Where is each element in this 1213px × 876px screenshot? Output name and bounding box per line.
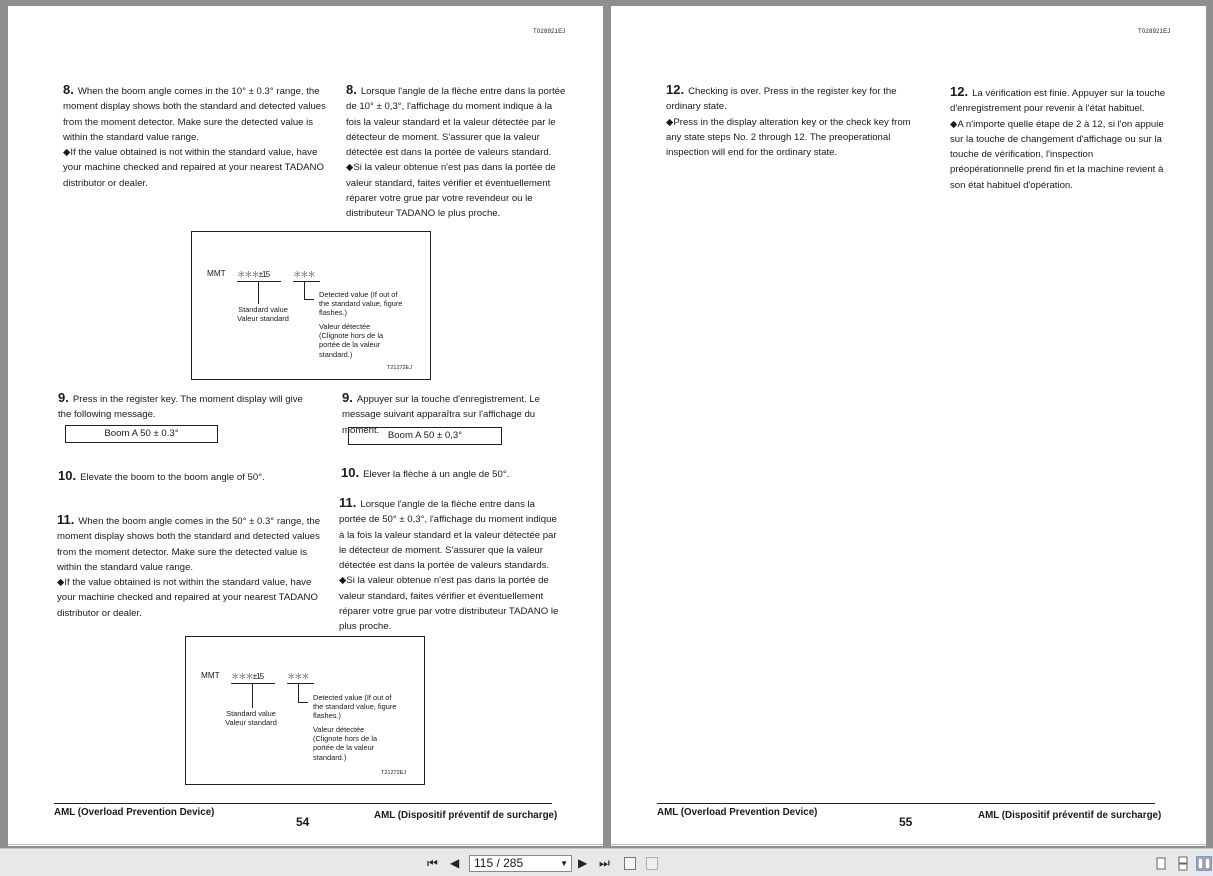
step-note: ◆Si la valeur obtenue n'est pas dans la portée de valeur standard, faites vérifier et éventuellement réparer votre grue par votre revendeur ou le distributeur TADANO le plus proche.	[346, 162, 556, 220]
standard-value-label: Standard value Valeur standard	[237, 305, 289, 324]
step-text: Elevate the boom to the boom angle of 50°.	[80, 472, 265, 483]
detected-leader-h	[304, 299, 314, 300]
step-8-en	[63, 82, 329, 191]
page-layout-icon[interactable]	[624, 857, 636, 870]
step-11-en	[57, 512, 323, 621]
mmt-label: MMT	[207, 269, 226, 278]
next-page-icon[interactable]: ▶	[578, 856, 588, 870]
step-9-en	[58, 390, 318, 423]
document-code: T028921EJ	[1138, 29, 1171, 35]
step-number: 9.	[58, 390, 69, 405]
moment-display-diagram-2	[185, 636, 425, 785]
boom-message-en: Boom A 50 ± 0.3°	[65, 425, 218, 443]
step-text: Appuyer sur la touche d'enregistrement. Le message suivant apparaîtra sur l'affichage du moment.	[342, 394, 540, 436]
page-layout-alt-icon[interactable]	[646, 857, 658, 870]
page-indicator: 115 / 285	[474, 856, 524, 870]
right-page	[611, 6, 1206, 846]
footer-title-en: AML (Overload Prevention Device)	[54, 807, 215, 818]
standard-leader	[258, 281, 259, 304]
step-10-fr	[341, 465, 561, 482]
last-page-icon[interactable]: ⏭	[599, 856, 610, 870]
page-bottom-edge	[611, 844, 1206, 845]
step-note: ◆If the value obtained is not within the standard value, have your machine checked and repaired at your nearest TADANO distributor or dealer.	[63, 147, 324, 189]
step-text: When the boom angle comes in the 50° ± 0.3° range, the moment display shows both the standard and detected values from the moment detector. Make sure the detected value is within the standard value range.	[57, 516, 321, 573]
standard-display: ＊＊＊±15	[237, 270, 270, 279]
navigation-toolbar	[0, 848, 1213, 876]
figure-code: T21272EJ	[381, 770, 407, 776]
standard-leader	[252, 683, 253, 708]
step-8-fr	[346, 82, 566, 222]
step-number: 9.	[342, 390, 353, 405]
step-text: When the boom angle comes in the 10° ± 0.3° range, the moment display shows both the standard and detected values from the moment detector. Make sure the detected value is within the standard value range.	[63, 86, 326, 143]
figure-code: T21272EJ	[387, 365, 413, 371]
page-number: 54	[296, 815, 310, 829]
detected-leader	[304, 281, 305, 299]
standard-display: ＊＊＊±15	[231, 672, 264, 681]
step-text: Lorsque l'angle de la flèche entre dans la portée de 10° ± 0,3°, l'affichage du moment indique à la fois la valeur standard et la valeur détectée par le détecteur de moment. S'assurer que la valeur détectée est dans la portée de valeurs standard.	[346, 86, 566, 159]
footer-title-en: AML (Overload Prevention Device)	[657, 807, 818, 818]
footer-title-fr: AML (Dispositif préventif de surcharge)	[374, 810, 558, 821]
step-note: ◆Press in the display alteration key or the check key from any state steps No. 2 through 12. The preoperational inspection will end for the ordinary state.	[666, 116, 911, 159]
footer-rule	[54, 803, 552, 804]
prev-page-icon[interactable]: ◀	[450, 856, 460, 870]
step-text: Checking is over. Press in the register key for the ordinary state.	[666, 86, 897, 113]
standard-underline	[237, 281, 281, 282]
standard-underline	[231, 683, 275, 684]
step-note: ◆If the value obtained is not within the standard value, have your machine checked and repaired at your nearest TADANO distributor or dealer.	[57, 577, 318, 619]
single-page-icon[interactable]	[1153, 856, 1169, 871]
two-page-icon[interactable]	[1196, 856, 1212, 871]
step-text: Elever la flèche à un angle de 50°.	[363, 469, 510, 480]
step-12-en	[666, 82, 926, 160]
moment-display-diagram	[191, 231, 431, 380]
step-number: 8.	[346, 82, 357, 97]
step-number: 10.	[341, 465, 360, 480]
first-page-icon[interactable]: ⏮	[427, 856, 438, 870]
detected-leader	[298, 683, 299, 702]
document-code: T028921EJ	[533, 29, 566, 35]
step-text: Press in the register key. The moment display will give the following message.	[58, 394, 303, 421]
detected-display: ＊＊＊	[287, 672, 309, 681]
page-number-field[interactable]	[469, 855, 572, 872]
detected-underline	[293, 281, 320, 282]
step-10-en	[58, 468, 318, 485]
detected-underline	[287, 683, 314, 684]
footer-rule	[657, 803, 1155, 804]
step-note: ◆A n'importe quelle étape de 2 à 12, si l'on appuie sur la touche de changement d'affichage ou sur la touche de vérification, l'inspection préopérationnelle prend fin et la machine revient à son état habituel d'opération.	[950, 118, 1164, 191]
step-number: 11.	[339, 495, 357, 510]
step-number: 12.	[950, 84, 969, 99]
detected-leader-h	[298, 702, 308, 703]
step-text: Lorsque l'angle de la flèche entre dans la portée de 50° ± 0,3°, l'affichage du moment indique à la fois la valeur standard et la valeur détectée par le détecteur de moment. S'assurer que la valeur détectée est dans la portée de valeurs standards.	[339, 499, 557, 572]
boom-message-fr: Boom A 50 ± 0,3°	[348, 427, 502, 445]
page-bottom-edge	[8, 844, 603, 845]
step-number: 10.	[58, 468, 77, 483]
detected-value-label-fr: Valeur détectée (Clignote hors de la portée de la valeur standard.)	[313, 725, 378, 762]
step-number: 8.	[63, 82, 74, 97]
detected-value-label: Detected value (If out of the standard value, figure flashes.)	[313, 693, 397, 721]
step-number: 12.	[666, 82, 685, 97]
page-number: 55	[899, 815, 913, 829]
step-text: La vérification est finie. Appuyer sur la touche d'enregistrement pour revenir à l'état habituel.	[950, 88, 1166, 115]
step-note: ◆Si la valeur obtenue n'est pas dans la portée de valeur standard, faites vérifier et éventuellement réparer votre grue par votre distributeur TADANO le plus proche.	[339, 575, 559, 633]
detected-display: ＊＊＊	[293, 270, 315, 279]
step-number: 11.	[57, 512, 75, 527]
footer-title-fr: AML (Dispositif préventif de surcharge)	[978, 810, 1162, 821]
mmt-label: MMT	[201, 671, 220, 680]
chevron-down-icon[interactable]: ▼	[560, 859, 568, 868]
step-11-fr	[339, 495, 559, 635]
continuous-page-icon[interactable]	[1175, 856, 1191, 871]
step-12-fr	[950, 84, 1168, 193]
detected-value-label-fr: Valeur détectée (Clignote hors de la portée de la valeur standard.)	[319, 322, 384, 359]
detected-value-label: Detected value (If out of the standard value, figure flashes.)	[319, 290, 403, 318]
left-page	[8, 6, 603, 846]
standard-value-label: Standard value Valeur standard	[225, 709, 277, 728]
